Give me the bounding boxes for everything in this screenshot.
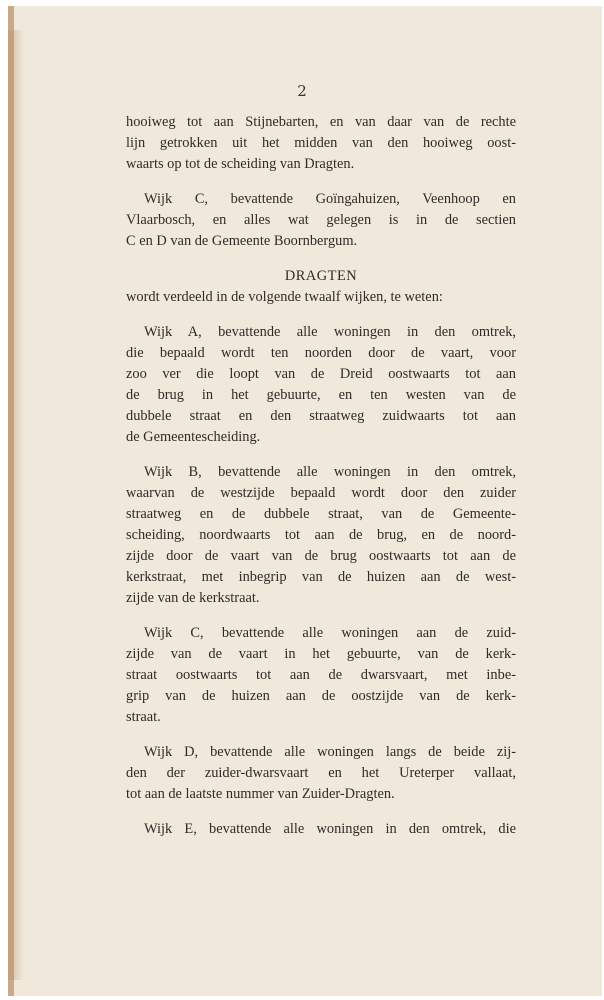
text-line: straatweg en de dubbele straat, van de Gemeente- [126, 506, 516, 522]
paragraph-wijk-c-boornbergum [126, 189, 516, 252]
text-line: dubbele straat en den straatweg zuidwaarts tot aan [126, 408, 516, 424]
text-line: Wijk E, bevattende alle woningen in den omtrek, die [144, 821, 516, 837]
paragraph-intro [126, 112, 516, 175]
text-line: Wijk C, bevattende alle woningen aan de zuid- [144, 625, 516, 641]
text-line: grip van de huizen aan de oostzijde van de kerk- [126, 688, 516, 704]
text-line: straat. [126, 709, 161, 725]
paragraph-wijk-e [126, 819, 516, 840]
paragraph-wijk-b [126, 462, 516, 609]
text-line: straat oostwaarts tot aan de dwarsvaart, met inbe- [126, 667, 516, 683]
text-line: zijde van de vaart in het gebuurte, van de kerk- [126, 646, 516, 662]
paragraph-wijk-d [126, 742, 516, 805]
text-line: Vlaarbosch, en alles wat gelegen is in de sectien [126, 212, 516, 228]
text-line: Wijk A, bevattende alle woningen in den omtrek, [144, 324, 516, 340]
text-line: die bepaald wordt ten noorden door de vaart, voor [126, 345, 516, 361]
section-subheading [126, 287, 516, 308]
section-heading: DRAGTEN [284, 268, 358, 284]
text-line: kerkstraat, met inbegrip van de huizen aan de west- [126, 569, 516, 585]
text-line: den der zuider-dwarsvaart en het Ureterper vallaat, [126, 765, 516, 781]
text-line: de brug in het gebuurte, en ten westen van de [126, 387, 516, 403]
document-body [126, 112, 516, 854]
text-line: lijn getrokken uit het midden van den hooiweg oost- [126, 135, 516, 151]
text-line: hooiweg tot aan Stijnebarten, en van daar van de rechte [126, 114, 516, 130]
text-line: zoo ver die loopt van de Dreid oostwaarts tot aan [126, 366, 516, 382]
text-line: zijde door de vaart van de brug oostwaarts tot aan de [126, 548, 516, 564]
text-line: Wijk C, bevattende Goïngahuizen, Veenhoop en [144, 191, 516, 207]
text-line: wordt verdeeld in de volgende twaalf wijken, te weten: [126, 289, 443, 305]
text-line: scheiding, noordwaarts tot aan de brug, en de noord- [126, 527, 516, 543]
text-line: tot aan de laatste nummer van Zuider-Dragten. [126, 786, 395, 802]
text-line: Wijk B, bevattende alle woningen in den omtrek, [144, 464, 516, 480]
text-line: C en D van de Gemeente Boornbergum. [126, 233, 358, 249]
paragraph-wijk-a [126, 322, 516, 448]
paragraph-wijk-c [126, 623, 516, 728]
text-line: waarts op tot de scheiding van Dragten. [126, 156, 355, 172]
text-line: de Gemeentescheiding. [126, 429, 261, 445]
paper-edge-stain [8, 30, 24, 980]
text-line: waarvan de westzijde bepaald wordt door den zuider [126, 485, 516, 501]
text-line: Wijk D, bevattende alle woningen langs de beide zij- [144, 744, 516, 760]
text-line: zijde van de kerkstraat. [126, 590, 260, 606]
page-number: 2 [297, 82, 307, 100]
